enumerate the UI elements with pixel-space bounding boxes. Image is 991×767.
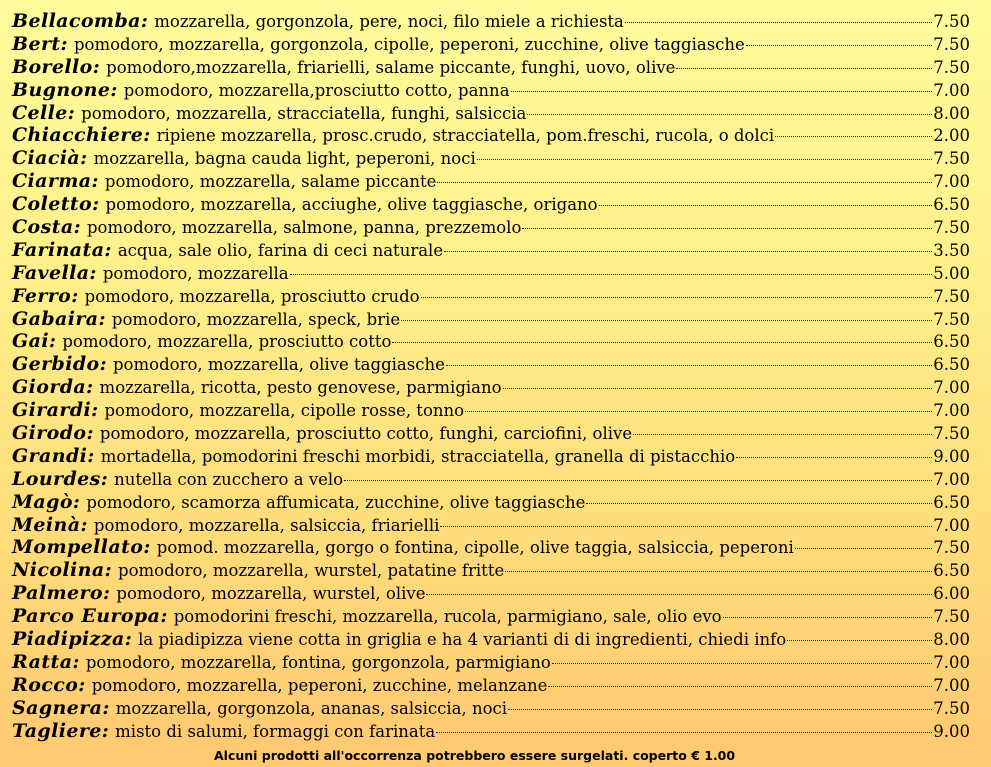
menu-item-ingredients: ripiene mozzarella, prosc.crudo, stracciatella, pom.freschi, rucola, o dolci xyxy=(156,126,775,146)
menu-item-price: 7.50 xyxy=(933,607,970,627)
menu-item-price: 7.50 xyxy=(933,309,970,329)
menu-item-price: 7.50 xyxy=(933,218,970,238)
menu-item-price: 7.50 xyxy=(933,34,970,54)
menu-item-name: Girardi: xyxy=(12,399,99,422)
menu-item-price: 7.00 xyxy=(933,401,970,421)
menu-item-name: Nicolina: xyxy=(12,559,113,582)
menu-item-price: 7.50 xyxy=(933,424,970,444)
dot-leader xyxy=(736,441,932,458)
menu-item-price: 8.00 xyxy=(933,630,970,650)
menu-item-price: 9.00 xyxy=(933,446,970,466)
menu-list xyxy=(12,10,970,743)
menu-item-name: Gabaira: xyxy=(12,307,106,330)
menu-item-name: Piadipizza: xyxy=(12,628,133,651)
dot-leader xyxy=(787,624,932,641)
menu-item-price: 5.00 xyxy=(933,263,970,283)
menu-item-ingredients: pomodoro, mozzarella, wurstel, patatine fritte xyxy=(118,561,505,581)
menu-item-name: Gerbido: xyxy=(12,353,107,376)
menu-item-ingredients: pomodoro, mozzarella, prosciutto cotto xyxy=(62,332,392,352)
menu-item-name: Grandi: xyxy=(12,444,95,467)
menu-item xyxy=(12,720,970,743)
dot-leader xyxy=(586,487,932,504)
menu-item-name: Borello: xyxy=(12,55,101,78)
menu-item-ingredients: pomodoro, mozzarella, salmone, panna, prezzemolo xyxy=(87,218,522,238)
dot-leader xyxy=(344,464,932,481)
dot-leader xyxy=(421,281,933,298)
menu-item-name: Parco Europa: xyxy=(12,605,168,628)
dot-leader xyxy=(548,670,932,687)
menu-item-name: Lourdes: xyxy=(12,467,109,490)
menu-item-price: 6.50 xyxy=(933,492,970,512)
dot-leader xyxy=(444,235,932,252)
dot-leader xyxy=(477,143,933,160)
menu-item-ingredients: pomodoro, mozzarella, fontina, gorgonzola, parmigiano xyxy=(85,652,551,672)
menu-item-price: 6.00 xyxy=(933,584,970,604)
dot-leader xyxy=(511,75,933,92)
menu-item-ingredients: pomodorini freschi, mozzarella, rucola, parmigiano, sale, olio evo xyxy=(173,607,722,627)
menu-item-price: 6.50 xyxy=(933,332,970,352)
menu-item-price: 6.50 xyxy=(933,195,970,215)
menu-item-name: Girodo: xyxy=(12,422,94,445)
menu-item-ingredients: pomodoro, mozzarella xyxy=(102,263,289,283)
menu-item-name: Giorda: xyxy=(12,376,94,399)
menu-item-ingredients: nutella con zucchero a velo xyxy=(114,469,344,489)
menu-item-ingredients: misto di salumi, formaggi con farinata xyxy=(115,721,436,741)
menu-item-price: 7.50 xyxy=(933,149,970,169)
menu-item-ingredients: la piadipizza viene cotta in griglia e ha 4 varianti di di ingredienti, chiedi info xyxy=(138,630,787,650)
dot-leader xyxy=(503,372,933,389)
menu-item-name: Favella: xyxy=(12,261,97,284)
dot-leader xyxy=(599,189,933,206)
dot-leader xyxy=(290,258,933,275)
menu-item-ingredients: mozzarella, gorgonzola, ananas, salsiccia, noci xyxy=(115,698,508,718)
menu-item-name: Chiacchiere: xyxy=(12,124,151,147)
menu-item-price: 3.50 xyxy=(933,240,970,260)
dot-leader xyxy=(625,6,932,23)
menu-item-ingredients: pomodoro, mozzarella, prosciutto cotto, funghi, carciofini, olive xyxy=(99,424,633,444)
menu-item-price: 2.00 xyxy=(933,126,970,146)
menu-item-name: Meinà: xyxy=(12,513,88,536)
menu-item-ingredients: pomodoro, mozzarella, olive taggiasche xyxy=(113,355,445,375)
menu-item-name: Rocco: xyxy=(12,673,86,696)
menu-item-price: 7.00 xyxy=(933,652,970,672)
dot-leader xyxy=(401,304,932,321)
dot-leader xyxy=(775,120,932,137)
menu-item-name: Coletto: xyxy=(12,193,100,216)
dot-leader xyxy=(522,212,932,229)
dot-leader xyxy=(676,52,932,69)
menu-item-ingredients: pomodoro,mozzarella, friarielli, salame piccante, funghi, uovo, olive xyxy=(106,57,676,77)
menu-item-ingredients: mozzarella, bagna cauda light, peperoni, noci xyxy=(93,149,476,169)
menu-item-price: 8.00 xyxy=(933,103,970,123)
menu-item-ingredients: mozzarella, ricotta, pesto genovese, parmigiano xyxy=(99,378,502,398)
menu-item-name: Costa: xyxy=(12,216,81,239)
dot-leader xyxy=(392,326,932,343)
menu-item-price: 7.50 xyxy=(933,12,970,31)
menu-item-name: Bert: xyxy=(12,32,68,55)
menu-item-ingredients: pomodoro, mozzarella, salame piccante xyxy=(104,172,437,192)
menu-item-ingredients: mortadella, pomodorini freschi morbidi, stracciatella, granella di pistacchio xyxy=(100,446,736,466)
menu-item-name: Bugnone: xyxy=(12,78,118,101)
dot-leader xyxy=(746,29,932,46)
menu-item-name: Mompellato: xyxy=(12,536,151,559)
menu-item-ingredients: pomodoro, mozzarella, wurstel, olive xyxy=(116,584,426,604)
menu-item-name: Palmero: xyxy=(12,582,111,605)
menu-item-name: Sagnera: xyxy=(12,696,110,719)
menu-item-name: Ciacià: xyxy=(12,147,88,170)
dot-leader xyxy=(795,532,933,549)
dot-leader xyxy=(505,555,932,572)
menu-item-ingredients: mozzarella, gorgonzola, pere, noci, filo miele a richiesta xyxy=(154,12,624,31)
menu-item-ingredients: pomodoro, mozzarella, peperoni, zucchine, melanzane xyxy=(91,675,548,695)
menu-item-name: Farinata: xyxy=(12,238,112,261)
menu-item-ingredients: pomodoro, mozzarella, stracciatella, funghi, salsiccia xyxy=(81,103,527,123)
menu-item-ingredients: pomodoro, mozzarella, acciughe, olive taggiasche, origano xyxy=(105,195,598,215)
dot-leader xyxy=(723,601,933,618)
menu-item-name: Tagliere: xyxy=(12,719,110,742)
menu-item-ingredients: acqua, sale olio, farina di ceci naturale xyxy=(117,240,444,260)
menu-item-name: Ferro: xyxy=(12,284,79,307)
menu-item-price: 7.50 xyxy=(933,698,970,718)
dot-leader xyxy=(633,418,932,435)
dot-leader xyxy=(440,510,932,527)
menu-item-price: 6.50 xyxy=(933,355,970,375)
dot-leader xyxy=(446,349,932,366)
menu-item-price: 9.00 xyxy=(933,721,970,741)
menu-item-price: 7.00 xyxy=(933,80,970,100)
menu-item-price: 7.50 xyxy=(933,286,970,306)
menu-item-ingredients: pomodoro, scamorza affumicata, zucchine, olive taggiasche xyxy=(86,492,586,512)
menu-item-price: 7.00 xyxy=(933,515,970,535)
dot-leader xyxy=(527,98,932,115)
dot-leader xyxy=(465,395,932,412)
menu-item-price: 6.50 xyxy=(933,561,970,581)
dot-leader xyxy=(508,693,932,710)
dot-leader xyxy=(436,716,932,733)
menu-item-name: Magò: xyxy=(12,490,81,513)
menu-item-ingredients: pomodoro, mozzarella,prosciutto cotto, panna xyxy=(123,80,510,100)
menu-item-price: 7.00 xyxy=(933,172,970,192)
menu-item-ingredients: pomodoro, mozzarella, speck, brie xyxy=(111,309,401,329)
dot-leader xyxy=(426,578,932,595)
menu-item-price: 7.00 xyxy=(933,378,970,398)
menu-item-ingredients: pomodoro, mozzarella, salsiccia, friarielli xyxy=(93,515,440,535)
menu-item-name: Bellacomba: xyxy=(12,10,149,32)
menu-item-price: 7.00 xyxy=(933,469,970,489)
menu-item-ingredients: pomodoro, mozzarella, gorgonzola, cipolle, peperoni, zucchine, olive taggiasche xyxy=(73,34,745,54)
menu-item-price: 7.00 xyxy=(933,675,970,695)
menu-item-price: 7.50 xyxy=(933,538,970,558)
menu-item-ingredients: pomodoro, mozzarella, prosciutto crudo xyxy=(84,286,420,306)
menu-item-name: Celle: xyxy=(12,101,76,124)
menu-item-ingredients: pomodoro, mozzarella, cipolle rosse, tonno xyxy=(104,401,465,421)
menu-item-ingredients: pomod. mozzarella, gorgo o fontina, cipolle, olive taggia, salsiccia, peperoni xyxy=(156,538,794,558)
dot-leader xyxy=(552,647,932,664)
menu-item-name: Ciarma: xyxy=(12,170,99,193)
menu-item-name: Ratta: xyxy=(12,650,80,673)
dot-leader xyxy=(437,166,932,183)
footer-note: Alcuni prodotti all'occorrenza potrebbero essere surgelati. coperto € 1.00 xyxy=(214,748,736,763)
menu-item-price: 7.50 xyxy=(933,57,970,77)
menu-item-name: Gai: xyxy=(12,330,57,353)
